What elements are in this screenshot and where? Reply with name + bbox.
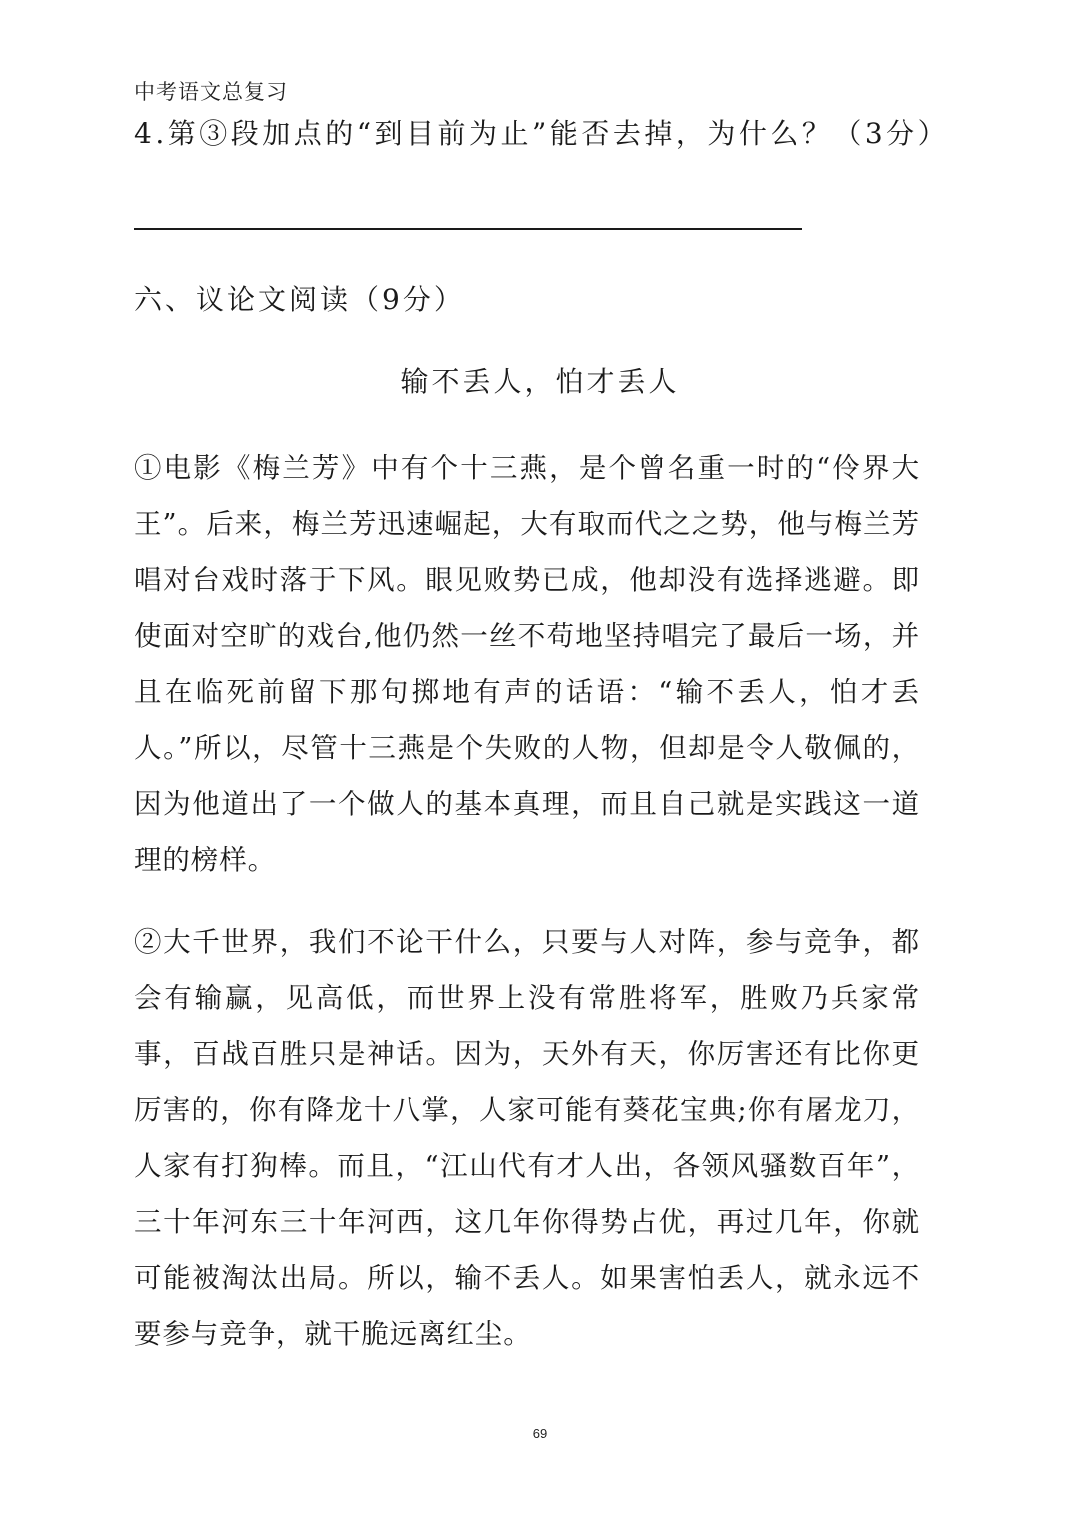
answer-line [134, 228, 802, 230]
question-4: 4.第③段加点的“到目前为止”能否去掉，为什么？（3分） [134, 117, 950, 150]
page-number: 69 [532, 1426, 548, 1441]
paragraph-2: ②大千世界，我们不论干什么，只要与人对阵，参与竞争，都会有输赢，见高低，而世界上没有常胜将军，胜败乃兵家常事，百战百胜只是神话。因为，天外有天，你厉害还有比你更厉害的，你有降龙十八掌，人家可能有葵花宝典;你有屠龙刀，人家有打狗棒。而且，“江山代有才人出，各领风骚数百年”，三十年河东三十年河西，这几年你得势占优，再过几年，你就可能被淘汰出局。所以，输不丢人。如果害怕丢人，就永远不要参与竞争，就干脆远离红尘。 [134, 926, 920, 1350]
section-title: 六、议论文阅读（9分） [134, 283, 465, 316]
running-header: 中考语文总复习 [134, 80, 288, 104]
paragraph-1: ①电影《梅兰芳》中有个十三燕，是个曾名重一时的“伶界大王”。后来，梅兰芳迅速崛起，大有取而代之之势，他与梅兰芳唱对台戏时落于下风。眼见败势已成，他却没有选择逃避。即使面对空旷的戏台,他仍然一丝不苟地坚持唱完了最后一场，并且在临死前留下那句掷地有声的话语：“输不丢人，怕才丢人。”所以，尽管十三燕是个失败的人物，但却是令人敬佩的，因为他道出了一个做人的基本真理，而且自己就是实践这一道理的榜样。 [134, 452, 920, 876]
essay-title: 输不丢人，怕才丢人 [400, 365, 680, 398]
